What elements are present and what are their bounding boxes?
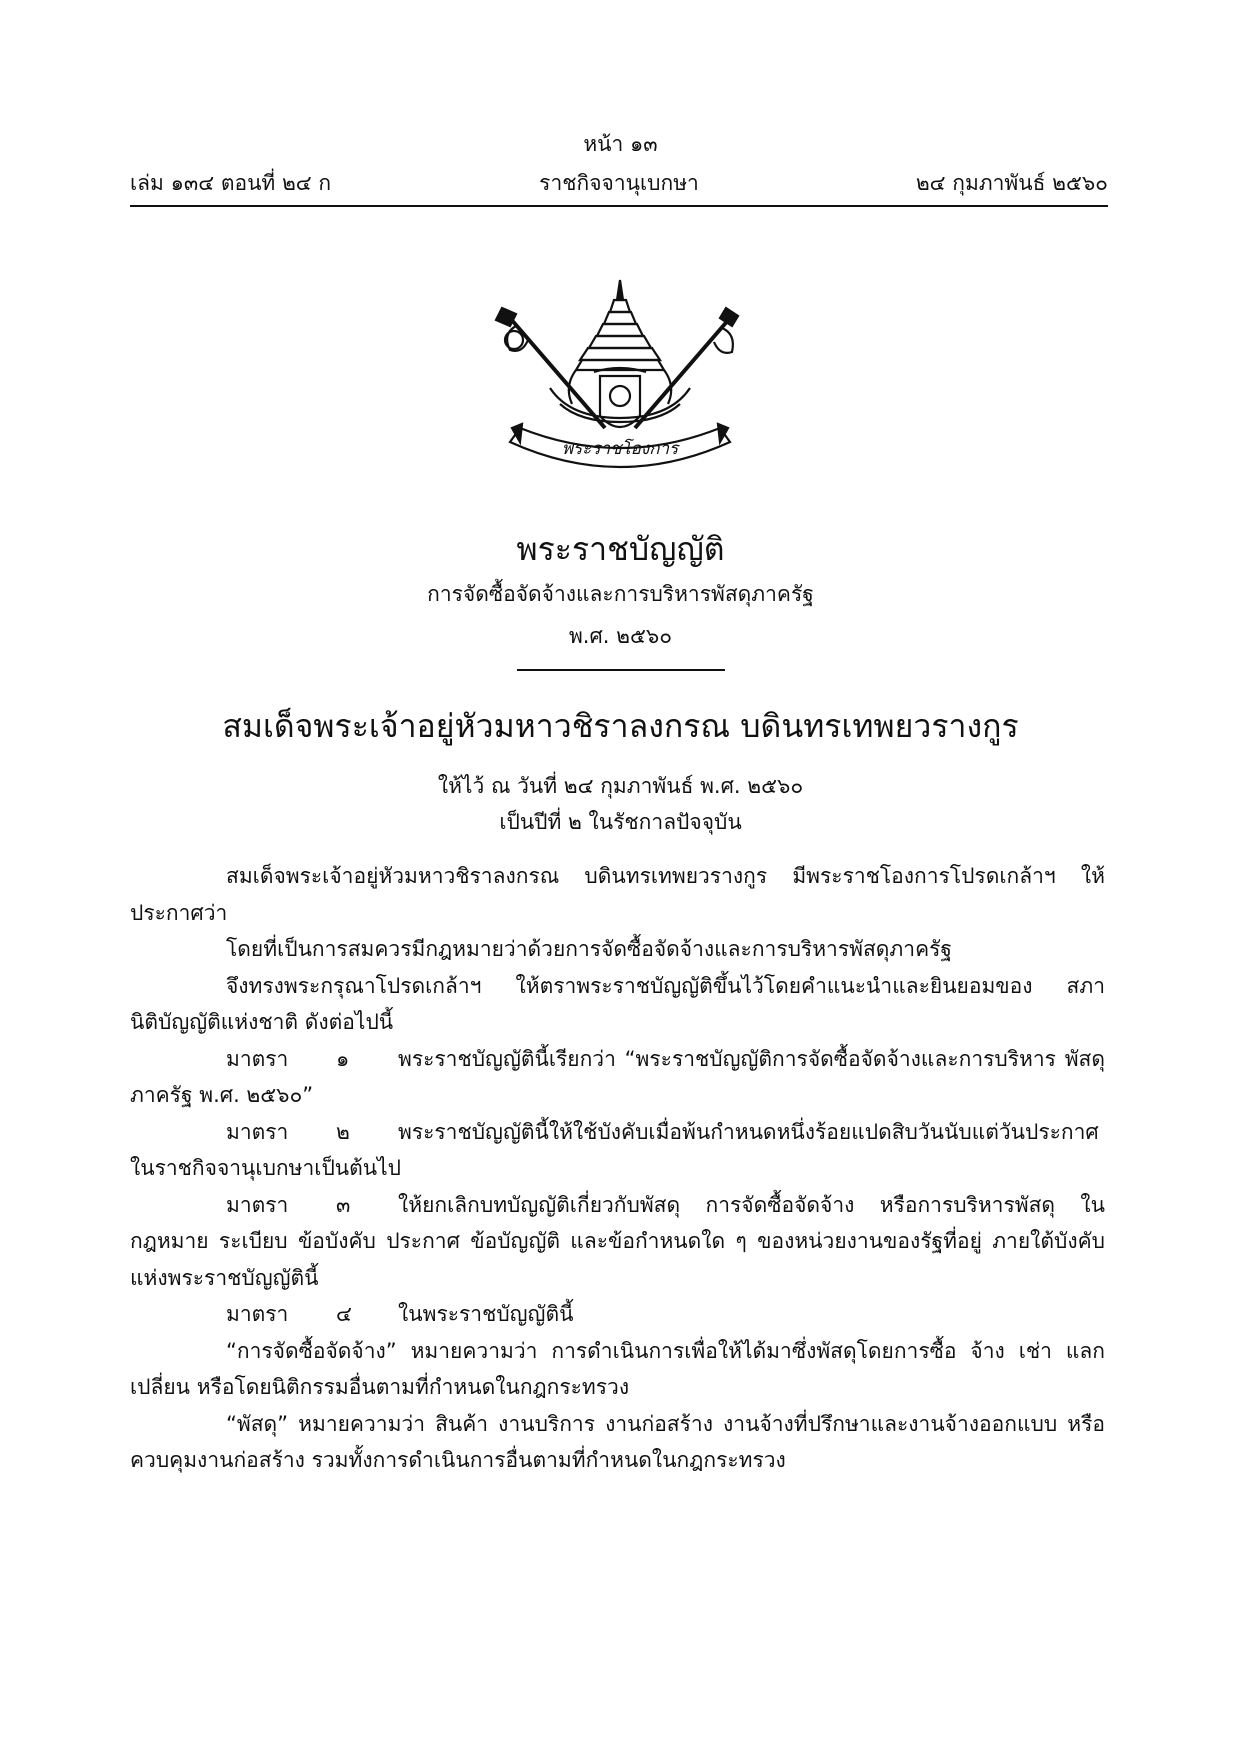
- king-name: สมเด็จพระเจ้าอยู่หัวมหาวชิราลงกรณ บดินทรเทพยวรางกูร: [222, 707, 1019, 745]
- preamble-paragraph: จึงทรงพระกรุณาโปรดเกล้าฯ ให้ตราพระราชบัญญัติขึ้นไว้โดยคำแนะนำและยินยอมของ สภานิติบัญญัติแห่งชาติ ดังต่อไปนี้: [130, 973, 1105, 1034]
- section-paragraph: [130, 1187, 1105, 1297]
- section-text: พระราชบัญญัตินี้เรียกว่า “พระราชบัญญัติการจัดซื้อจัดจ้างและการบริหาร พัสดุภาครัฐ พ.ศ. ๒๕๖๐”: [130, 1046, 1105, 1107]
- section-label: มาตรา: [226, 1192, 289, 1217]
- preamble-paragraph: โดยที่เป็นการสมควรมีกฎหมายว่าด้วยการจัดซื้อจัดจ้างและการบริหารพัสดุภาครัฐ: [226, 937, 952, 961]
- volume-issue: เล่ม ๑๓๔ ตอนที่ ๒๔ ก: [130, 171, 332, 195]
- section-number: ๑: [336, 1046, 350, 1071]
- section-label: มาตรา: [226, 1302, 289, 1326]
- section-paragraph: [130, 1041, 1105, 1114]
- header-divider: [130, 205, 1108, 207]
- section-label: มาตรา: [226, 1119, 289, 1144]
- page-number: หน้า ๑๓: [583, 132, 658, 156]
- definition-paragraph: “พัสดุ” หมายความว่า สินค้า งานบริการ งานก่อสร้าง งานจ้างที่ปรึกษาและงานจ้างออกแบบ หรือควบคุมงานก่อสร้าง รวมทั้งการดำเนินการอื่นตามที่กำหนดในกฎกระทรวง: [130, 1411, 1105, 1472]
- gazette-name: ราชกิจจานุเบกษา: [539, 171, 699, 195]
- section-paragraph: [130, 1296, 1105, 1333]
- running-header: [130, 167, 1108, 201]
- section-number: ๔: [336, 1302, 352, 1326]
- section-text: พระราชบัญญัตินี้ให้ใช้บังคับเมื่อพ้นกำหนดหนึ่งร้อยแปดสิบวันนับแต่วันประกาศ ในราชกิจจานุเบกษาเป็นต้นไป: [130, 1119, 1099, 1180]
- act-body: [130, 858, 1105, 1479]
- royal-seal-emblem: [490, 278, 750, 478]
- definition-paragraph: “การจัดซื้อจัดจ้าง” หมายความว่า การดำเนินการเพื่อให้ได้มาซึ่งพัสดุโดยการซื้อ จ้าง เช่า แลกเปลี่ยน หรือโดยนิติกรรมอื่นตามที่กำหนดในกฎกระทรวง: [130, 1338, 1105, 1399]
- publication-date: ๒๔ กุมภาพันธ์ ๒๕๖๐: [915, 171, 1108, 195]
- section-paragraph: [130, 1114, 1105, 1187]
- section-number: ๓: [336, 1192, 351, 1217]
- reign-year: เป็นปีที่ ๒ ในรัชกาลปัจจุบัน: [499, 810, 742, 834]
- section-text: ให้ยกเลิกบทบัญญัติเกี่ยวกับพัสดุ การจัดซื้อจัดจ้าง หรือการบริหารพัสดุ ในกฎหมาย ระเบียบ ข้อบังคับ ประกาศ ข้อบัญญัติ และข้อกำหนดใด ๆ ของหน่วยงานของรัฐที่อยู่ ภายใต้บังคับแห่งพระราชบัญญัตินี้: [130, 1192, 1105, 1290]
- section-text: ในพระราชบัญญัตินี้: [398, 1302, 574, 1326]
- act-subtitle: การจัดซื้อจัดจ้างและการบริหารพัสดุภาครัฐ: [427, 582, 814, 606]
- act-year: พ.ศ. ๒๕๖๐: [568, 624, 673, 648]
- section-label: มาตรา: [226, 1046, 289, 1071]
- title-divider: [517, 669, 725, 671]
- emblem-ribbon-text: พระราชโองการ: [561, 439, 679, 459]
- preamble-paragraph: สมเด็จพระเจ้าอยู่หัวมหาวชิราลงกรณ บดินทรเทพยวรางกูร มีพระราชโองการโปรดเกล้าฯ ให้ประกาศว่า: [130, 864, 1105, 925]
- section-number: ๒: [336, 1119, 350, 1144]
- given-date: ให้ไว้ ณ วันที่ ๒๔ กุมภาพันธ์ พ.ศ. ๒๕๖๐: [437, 774, 804, 798]
- act-title: พระราชบัญญัติ: [516, 530, 725, 568]
